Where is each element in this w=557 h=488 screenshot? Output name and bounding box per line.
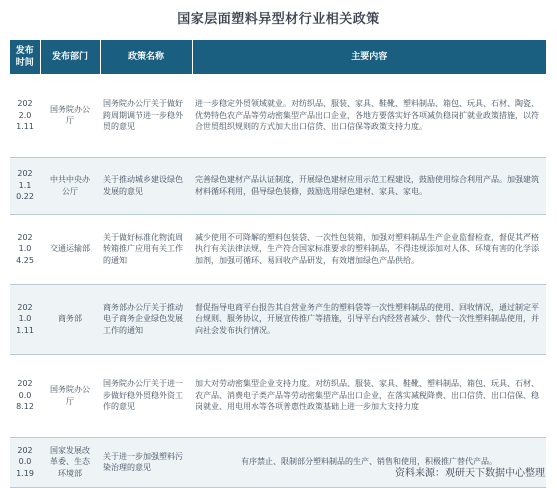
header-content: 主要内容 [192, 40, 546, 74]
cell-content: 有序禁止、限制部分塑料制品的生产、销售和使用，积极推广替代产品。 [192, 437, 546, 487]
cell-dept: 交通运输部 [40, 214, 100, 284]
cell-dept: 国务院办公 厅 [40, 74, 100, 157]
cell-name: 商务部办公厅关于推动电子商务企业绿色发展工作的通知 [100, 284, 192, 354]
table-row [10, 214, 546, 284]
cell-content: 进一步稳定外贸领域就业。对纺织品、服装、家具、鞋靴、塑料制品、箱包、玩具、石材、陶瓷、优势特色农产品等劳动密集型产品出口企业，各地方要落实好各项减负稳岗扩就业政策措施，以符合世贸组织规则的方式加大出口信贷、出口信保等政策支持力度。 [192, 74, 546, 157]
cell-date: 202 1.1 0.22 [10, 157, 40, 214]
cell-date: 202 0.0 1.19 [10, 437, 40, 487]
table-row [10, 284, 546, 354]
table-row [10, 74, 546, 157]
cell-dept: 国家发展改 革委、生态 环境部 [40, 437, 100, 487]
cell-name: 关于推动城乡建设绿色发展的意见 [100, 157, 192, 214]
cell-name: 国务院办公厅关于做好跨周期调节进一步稳外贸的意见 [100, 74, 192, 157]
cell-date: 202 0.0 8.12 [10, 354, 40, 437]
cell-content: 减少使用不可降解的塑料包装袋、一次性包装箱，加强对塑料制品生产企业监督检查，督促其严格执行有关法律法规，生产符合国家标准要求的塑料制品，不得违规添加对人体、环境有害的化学添加剂，加强可循环、易回收产品研发，有效增加绿色产品供给。 [192, 214, 546, 284]
table-row [10, 437, 546, 487]
header-name: 政策名称 [100, 40, 192, 74]
table-header-row [10, 40, 546, 74]
table-row [10, 157, 546, 214]
cell-date: 202 1.0 1.11 [10, 284, 40, 354]
source-note: 资料来源：观研天下数据中心整理 [395, 468, 545, 479]
cell-dept: 中共中央办 公厅 [40, 157, 100, 214]
cell-content: 加大对劳动密集型企业支持力度。对纺织品、服装、家具、鞋靴、塑料制品、箱包、玩具、石材、农产品、消费电子类产品等劳动密集型产品出口企业，在落实减税降费、出口信贷、出口信保、稳岗就业、用电用水等各项普惠性政策基础上进一步加大支持力度 [192, 354, 546, 437]
cell-dept: 商务部 [40, 284, 100, 354]
cell-content: 督促指导电商平台报告其自营业务产生的塑料袋等一次性塑料制品的使用、回收情况，通过制定平台规则、服务协议，开展宣传推广等措施，引导平台内经营者减少、替代一次性塑料制品使用，并向社会发布执行情况。 [192, 284, 546, 354]
policy-table [10, 40, 546, 488]
cell-name: 关于进一步加强塑料污染治理的意见 [100, 437, 192, 487]
cell-content: 完善绿色建材产品认证制度，开展绿色建材应用示范工程建设，鼓励使用综合利用产品。加强建筑材料循环利用，倡导绿色装修，鼓励选用绿色建材、家具、家电。 [192, 157, 546, 214]
page-title: 国家层面塑料异型材行业相关政策 [177, 12, 380, 27]
table-row [10, 354, 546, 437]
cell-date: 202 1.0 4.25 [10, 214, 40, 284]
cell-date: 202 2.0 1.11 [10, 74, 40, 157]
header-date: 发布 时间 [10, 40, 40, 74]
cell-name: 关于做好标准化物流周转箱推广应用有关工作的通知 [100, 214, 192, 284]
cell-dept: 国务院办公 厅 [40, 354, 100, 437]
header-dept: 发布部门 [40, 40, 100, 74]
cell-name: 国务院办公厅关于进一步做好稳外贸稳外资工作的意见 [100, 354, 192, 437]
